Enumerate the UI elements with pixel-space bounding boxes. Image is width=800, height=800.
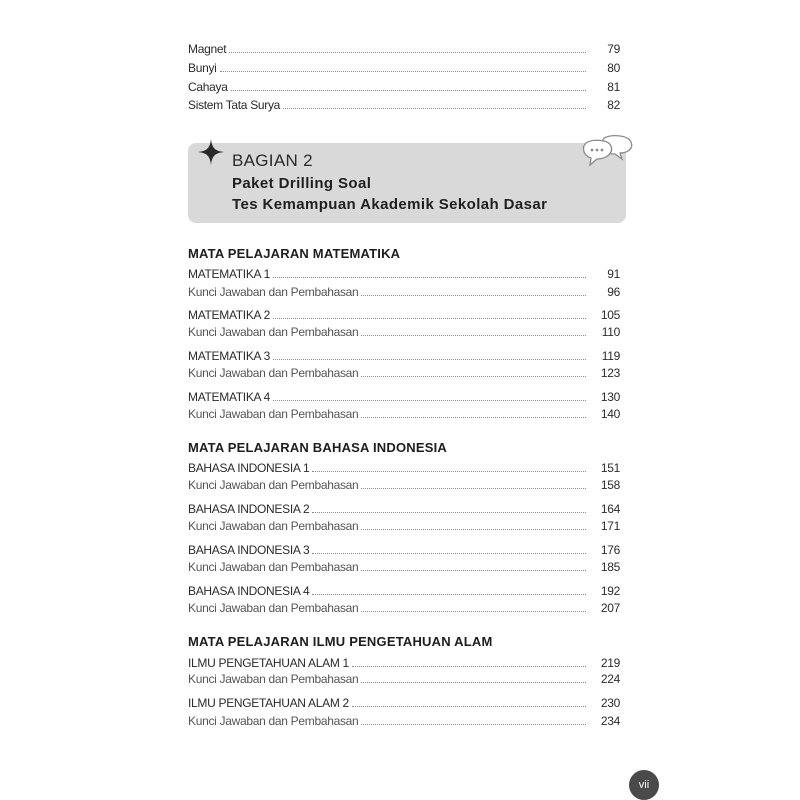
toc-page-number: 96 [607,285,620,299]
toc-entry[interactable] [188,541,620,557]
page-number-badge: vii [629,770,659,800]
toc-entry-cahaya[interactable] [188,78,620,94]
part-title-line2: Tes Kemampuan Akademik Sekolah Dasar [232,196,548,213]
toc-entry[interactable] [188,694,620,710]
toc-entry[interactable] [188,323,620,339]
toc-entry-label: Kunci Jawaban dan Pembahasan [188,519,359,533]
toc-entry[interactable] [188,558,620,574]
toc-entry-label: Magnet [188,42,227,56]
dot-leader [352,666,586,667]
toc-page-number: 82 [607,98,620,112]
toc-entry-label: Kunci Jawaban dan Pembahasan [188,601,359,615]
toc-page-number: 230 [600,696,620,710]
toc-entry-label: ILMU PENGETAHUAN ALAM 1 [188,656,349,670]
sparkle-icon [197,138,225,166]
toc-page-number: 185 [600,560,620,574]
toc-entry[interactable] [188,283,620,299]
section-heading-matematika: MATA PELAJARAN MATEMATIKA [188,246,401,261]
dot-leader [220,71,586,72]
toc-entry-label: Kunci Jawaban dan Pembahasan [188,560,359,574]
toc-entry[interactable] [188,670,620,686]
part-label: BAGIAN 2 [232,151,313,170]
dot-leader [273,277,586,278]
toc-entry[interactable] [188,712,620,728]
toc-entry-label: Kunci Jawaban dan Pembahasan [188,285,359,299]
dot-leader [361,488,586,489]
toc-page-number: 81 [607,80,620,94]
toc-page-number: 164 [600,502,620,516]
toc-entry-label: MATEMATIKA 3 [188,349,270,363]
dot-leader [273,359,586,360]
toc-page-number: 176 [600,543,620,557]
toc-entry-label: BAHASA INDONESIA 4 [188,584,310,598]
toc-page-number: 80 [607,61,620,75]
toc-page-number: 192 [600,584,620,598]
toc-entry[interactable] [188,459,620,475]
toc-page-number: 151 [600,461,620,475]
part-title-line1: Paket Drilling Soal [232,175,372,192]
toc-page-number: 123 [600,366,620,380]
toc-entry-label: Kunci Jawaban dan Pembahasan [188,714,359,728]
toc-entry[interactable] [188,364,620,380]
toc-entry-label: Kunci Jawaban dan Pembahasan [188,366,359,380]
toc-entry[interactable] [188,599,620,615]
toc-page-number: 158 [600,478,620,492]
dot-leader [312,594,586,595]
toc-entry[interactable] [188,517,620,533]
toc-entry-label: MATEMATIKA 4 [188,390,270,404]
toc-entry-label: Bunyi [188,61,217,75]
dot-leader [361,682,586,683]
dot-leader [273,318,586,319]
toc-entry-label: Kunci Jawaban dan Pembahasan [188,325,359,339]
toc-entry-label: Kunci Jawaban dan Pembahasan [188,478,359,492]
toc-page-number: 234 [600,714,620,728]
toc-entry-label: Sistem Tata Surya [188,98,281,112]
dot-leader [312,553,586,554]
toc-page-number: 79 [607,42,620,56]
toc-entry[interactable] [188,476,620,492]
dot-leader [283,108,586,109]
section-heading-ipa: MATA PELAJARAN ILMU PENGETAHUAN ALAM [188,634,493,649]
toc-entry[interactable] [188,405,620,421]
part-banner [188,143,626,223]
toc-entry[interactable] [188,654,620,670]
toc-entry[interactable] [188,265,620,281]
toc-page-number: 119 [601,349,620,363]
toc-entry-label: BAHASA INDONESIA 2 [188,502,310,516]
dot-leader [361,335,586,336]
toc-entry[interactable] [188,347,620,363]
toc-entry[interactable] [188,306,620,322]
toc-entry-label: BAHASA INDONESIA 3 [188,543,310,557]
toc-page-number: 207 [600,601,620,615]
toc-entry-magnet[interactable] [188,40,620,56]
toc-entry-sistem-tata-surya[interactable] [188,96,620,112]
toc-entry[interactable] [188,388,620,404]
toc-page-number: 91 [607,267,620,281]
dot-leader [352,706,586,707]
toc-entry-label: BAHASA INDONESIA 1 [188,461,310,475]
dot-leader [361,295,586,296]
toc-page-number: 224 [600,672,620,686]
toc-entry-label: MATEMATIKA 2 [188,308,270,322]
dot-leader [361,570,586,571]
toc-page-number: 105 [600,308,620,322]
toc-page-number: 110 [601,325,620,339]
toc-entry[interactable] [188,500,620,516]
toc-entry-bunyi[interactable] [188,59,620,75]
dot-leader [231,90,586,91]
section-heading-bahasa-indonesia: MATA PELAJARAN BAHASA INDONESIA [188,440,447,455]
toc-entry[interactable] [188,582,620,598]
toc-entry-label: Kunci Jawaban dan Pembahasan [188,672,359,686]
dot-leader [273,400,586,401]
dot-leader [361,529,586,530]
toc-page-number: 140 [600,407,620,421]
toc-entry-label: Kunci Jawaban dan Pembahasan [188,407,359,421]
dot-leader [229,52,586,53]
dot-leader [361,376,586,377]
toc-entry-label: MATEMATIKA 1 [188,267,270,281]
dot-leader [312,471,586,472]
toc-entry-label: Cahaya [188,80,228,94]
toc-page-number: 171 [600,519,620,533]
chat-bubbles-icon [580,134,634,170]
toc-page-number: 130 [600,390,620,404]
dot-leader [361,417,586,418]
toc-entry-label: ILMU PENGETAHUAN ALAM 2 [188,696,349,710]
dot-leader [361,724,586,725]
dot-leader [361,611,586,612]
toc-page-number: 219 [600,656,620,670]
dot-leader [312,512,586,513]
